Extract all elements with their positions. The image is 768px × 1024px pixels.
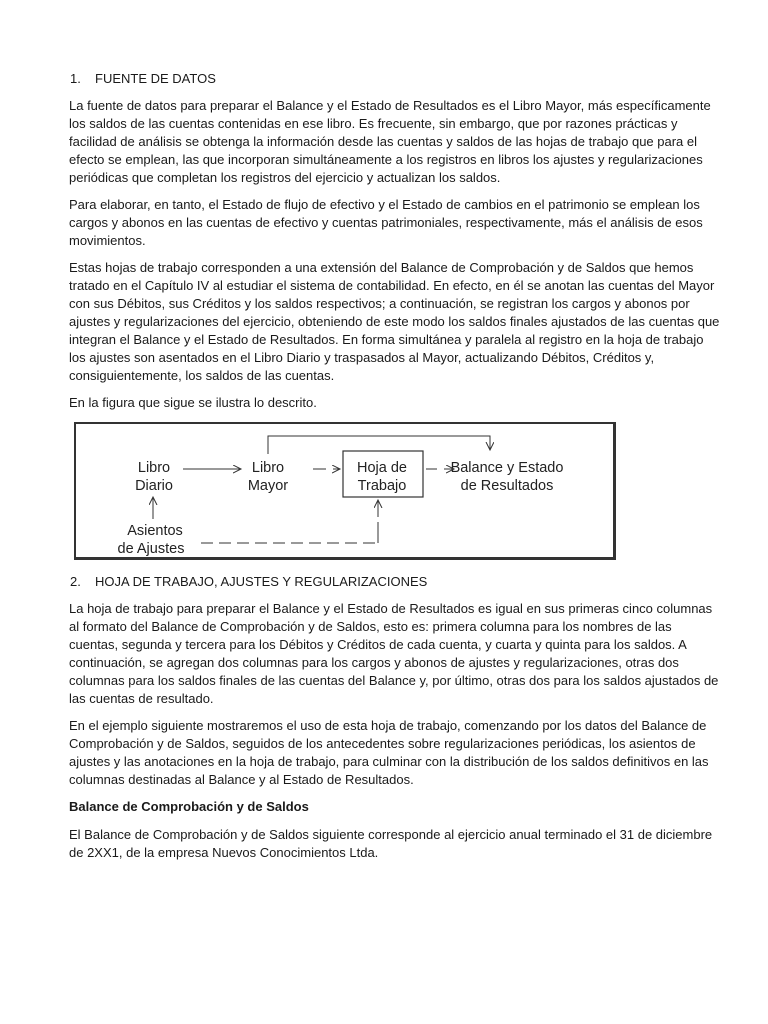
paragraph: Estas hojas de trabajo corresponden a una extensión del Balance de Comprobación y de Saldos que hemos tratado en el Capítulo IV al estudiar el sistema de contabilidad. En efecto, en él se anotan las cuentas del Mayor con sus Débitos, sus Créditos y los saldos respectivos; a continuación, se registran los cargos y abonos por ajustes y regularizaciones del ejercicio, obteniendo de este modo los saldos finales ajustados de las cuentas que integran el Balance y el Estado de Resultados. En forma simultánea y paralela al registro en la hoja de trabajo los ajustes son asentados en el Libro Diario y traspasados al Mayor, actualizando Débitos, Créditos y, consiguientemente, los saldos de las cuentas.	[69, 260, 720, 383]
section-number: 1.	[70, 71, 81, 86]
section-heading-fuente-de-datos	[69, 70, 721, 88]
section-title: HOJA DE TRABAJO, AJUSTES Y REGULARIZACIONES	[95, 574, 428, 589]
node-libro-mayor-line1: Libro	[251, 460, 285, 476]
paragraph: En la figura que sigue se ilustra lo descrito.	[69, 395, 317, 410]
node-balance-line1: Balance y Estado	[450, 460, 564, 476]
diagram-canvas	[76, 424, 614, 558]
document-page	[69, 70, 721, 871]
paragraph: El Balance de Comprobación y de Saldos siguiente corresponde al ejercicio anual terminado el 31 de diciembre de 2XX1, de la empresa Nuevos Conocimientos Ltda.	[69, 827, 713, 860]
paragraph: En el ejemplo siguiente mostraremos el uso de esta hoja de trabajo, comenzando por los datos del Balance de Comprobación y de Saldos, seguidos de los antecedentes sobre regularizaciones periódicas, los asientos de ajustes y las anotaciones en la hoja de trabajo, para culminar con la distribución de los saldos definitivos en las columnas destinadas al Balance y al Estado de Resultados.	[69, 718, 709, 787]
node-libro-diario-line2: Diario	[135, 478, 173, 494]
node-libro-diario-line1: Libro	[137, 460, 171, 476]
node-asientos-line2: de Ajustes	[117, 541, 185, 557]
node-asientos-line1: Asientos	[127, 523, 183, 539]
paragraph: La fuente de datos para preparar el Balance y el Estado de Resultados es el Libro Mayor, más específicamente los saldos de las cuentas contenidas en ese libro. Es frecuente, sin embargo, que por razones prácticas y facilidad de análisis se obtenga la información desde las cuentas y saldos de las hojas de trabajo que para el efecto se emplean, las que incorporan simultáneamente a los registros en libros los ajustes y regularizaciones periódicas que completan los registros del ejercicio y actualizan los saldos.	[69, 98, 711, 185]
section-title: FUENTE DE DATOS	[95, 71, 216, 86]
node-balance-line2: de Resultados	[460, 478, 554, 494]
accounting-flow-diagram	[74, 422, 616, 560]
node-libro-mayor-line2: Mayor	[247, 478, 289, 494]
section-heading-hoja-de-trabajo	[69, 573, 721, 591]
paragraph: Para elaborar, en tanto, el Estado de flujo de efectivo y el Estado de cambios en el patrimonio se emplean los cargos y abonos en las cuentas de efectivo y cuentas patrimoniales, respectivamente, más el análisis de esos movimientos.	[69, 197, 703, 248]
subsection-title: Balance de Comprobación y de Saldos	[69, 799, 309, 814]
paragraph: La hoja de trabajo para preparar el Balance y el Estado de Resultados es igual en sus primeras cinco columnas al formato del Balance de Comprobación y de Saldos, esto es: primera columna para los nombres de las cuentas, segunda y tercera para los Débitos y Créditos de cada cuenta, y cuarta y quinta para los saldos. A continuación, se agregan dos columnas para los cargos y abonos de ajustes y regularizaciones, otras dos columnas para los saldos finales de las cuentas del Balance y, por último, otras dos para los saldos ajustados de las cuentas de resultado.	[69, 601, 719, 706]
node-hoja-de-trabajo-line2: Trabajo	[357, 478, 407, 494]
section-number: 2.	[70, 574, 81, 589]
node-hoja-de-trabajo-line1: Hoja de	[357, 460, 407, 476]
